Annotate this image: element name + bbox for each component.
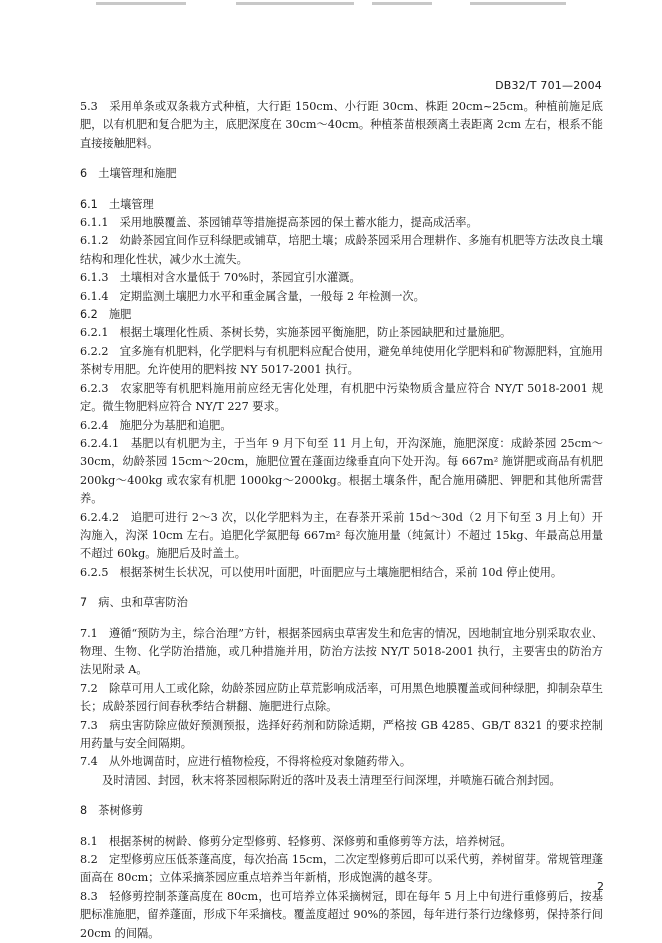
clause-6-2-1: 6.2.1 根据土壤理化性质、茶树长势，实施茶园平衡施肥，防止茶园缺肥和过量施肥。 [80, 326, 512, 340]
clause-6-2-5: 6.2.5 根据茶树生长状况，可以使用叶面肥，叶面肥应与土壤施肥相结合，采前 10d 停止使用。 [80, 565, 563, 579]
clause-6-2-4-2: 6.2.4.2 追肥可进行 2～3 次，以化学肥料为主，在春茶开采前 15d～30d（2 月下旬至 3 月上旬）开沟施入，沟深 10cm 左右。追肥化学氮肥每 667m² 每次施用量（纯氮计）不超过 15kg、年最高总用量不超过 60kg。施肥后及时盖土。 [80, 510, 603, 561]
clause-6-2-3: 6.2.3 农家肥等有机肥料施用前应经无害化处理，有机肥中污染物质含量应符合 NY/T 5018-2001 规定。微生物肥料应符合 NY/T 227 要求。 [80, 381, 603, 414]
section-heading-8: 8 茶树修剪 [80, 804, 144, 818]
subsection-heading-6-2: 6.2 施肥 [80, 308, 132, 322]
clause-7-4-continued: 及时清园、封园，秋末将茶园根际附近的落叶及表土清理至行间深埋，并喷施石硫合剂封园。 [102, 773, 561, 787]
clause-6-2-2: 6.2.2 宜多施有机肥料，化学肥料与有机肥料应配合使用，避免单纯使用化学肥料和矿物源肥料，宜施用茶树专用肥。允许使用的肥料按 NY 5017-2001 执行。 [80, 344, 603, 377]
subsection-heading-6-1: 6.1 土壤管理 [80, 197, 154, 211]
clause-6-2-4-1: 6.2.4.1 基肥以有机肥为主，于当年 9 月下旬至 11 月上旬，开沟深施，施肥深度：成龄茶园 25cm～30cm，幼龄茶园 15cm～20cm，施肥位置在蓬面边缘垂直向下处开沟。每 667m² 施饼肥或商品有机肥 200kg～400kg 或农家有机肥 1000kg～2000kg。根据土壤条件，配合施用磷肥、钾肥和其他所需营养。 [80, 436, 603, 506]
clause-6-1-1: 6.1.1 采用地膜覆盖、茶园铺草等措施提高茶园的保土蓄水能力，提高成活率。 [80, 216, 478, 230]
top-scan-line [0, 0, 662, 10]
document-body [80, 98, 603, 943]
clause-8-1: 8.1 根据茶树的树龄、修剪分定型修剪、轻修剪、深修剪和重修剪等方法，培养树冠。 [80, 834, 512, 848]
clause-7-3: 7.3 病虫害防除应做好预测预报，选择好药剂和防除适期，严格按 GB 4285、GB/T 8321 的要求控制用药量与安全间隔期。 [80, 718, 603, 750]
clause-8-2: 8.2 定型修剪应压低茶蓬高度，每次抬高 15cm，二次定型修剪后即可以采代剪，养树留芽。常规管理蓬面高在 80cm；立体采摘茶园应重点培养当年新梢，形成饱满的越冬芽。 [80, 853, 603, 885]
clause-6-1-4: 6.1.4 定期监测土壤肥力水平和重金属含量，一般每 2 年检测一次。 [80, 289, 425, 303]
page-number: 2 [597, 880, 604, 893]
clause-5-3: 5.3 采用单条或双条栽方式种植，大行距 150cm、小行距 30cm、株距 20cm~25cm。种植前施足底肥，以有机肥和复合肥为主，底肥深度在 30cm～40cm。种植茶苗根颈离土表距离 2cm 左右，根系不能直接接触肥料。 [80, 100, 603, 150]
clause-7-1: 7.1 遵循“预防为主，综合治理”方针，根据茶园病虫草害发生和危害的情况，因地制宜地分别采取农业、物理、生物、化学防治措施，或几种措施并用，防治方法按 NY/T 5018-2001 执行，主要害虫的防治方法见附录 A。 [80, 626, 603, 677]
section-heading-6: 6 土壤管理和施肥 [80, 167, 177, 181]
clause-7-2: 7.2 除草可用人工或化除，幼龄茶园应防止草荒影响成活率，可用黑色地膜覆盖或间种绿肥，抑制杂草生长；成龄茶园行间春秋季结合耕翻、施肥进行点除。 [80, 681, 603, 714]
clause-6-1-2: 6.1.2 幼龄茶园宜间作豆科绿肥或铺草，培肥土壤；成龄茶园采用合理耕作、多施有机肥等方法改良土壤结构和理化性状，减少水土流失。 [80, 234, 603, 266]
clause-6-1-3: 6.1.3 土壤相对含水量低于 70%时，茶园宜引水灌溉。 [80, 271, 361, 285]
standard-code: DB32/T 701—2004 [495, 79, 602, 92]
clause-8-3: 8.3 轻修剪控制茶蓬高度在 80cm，也可培养立体采摘树冠，即在每年 5 月上中旬进行重修剪后，按基肥标准施肥，留养蓬面，形成下年采摘枝。覆盖度超过 90%的茶园，每年进行茶行边缘修剪，保持茶行间 20cm 的间隔。 [80, 889, 603, 940]
clause-7-4: 7.4 从外地调苗时，应进行植物检疫，不得将检疫对象随药带入。 [80, 755, 412, 769]
section-heading-7: 7 病、虫和草害防治 [80, 596, 188, 610]
clause-6-2-4: 6.2.4 施肥分为基肥和追肥。 [80, 418, 232, 432]
